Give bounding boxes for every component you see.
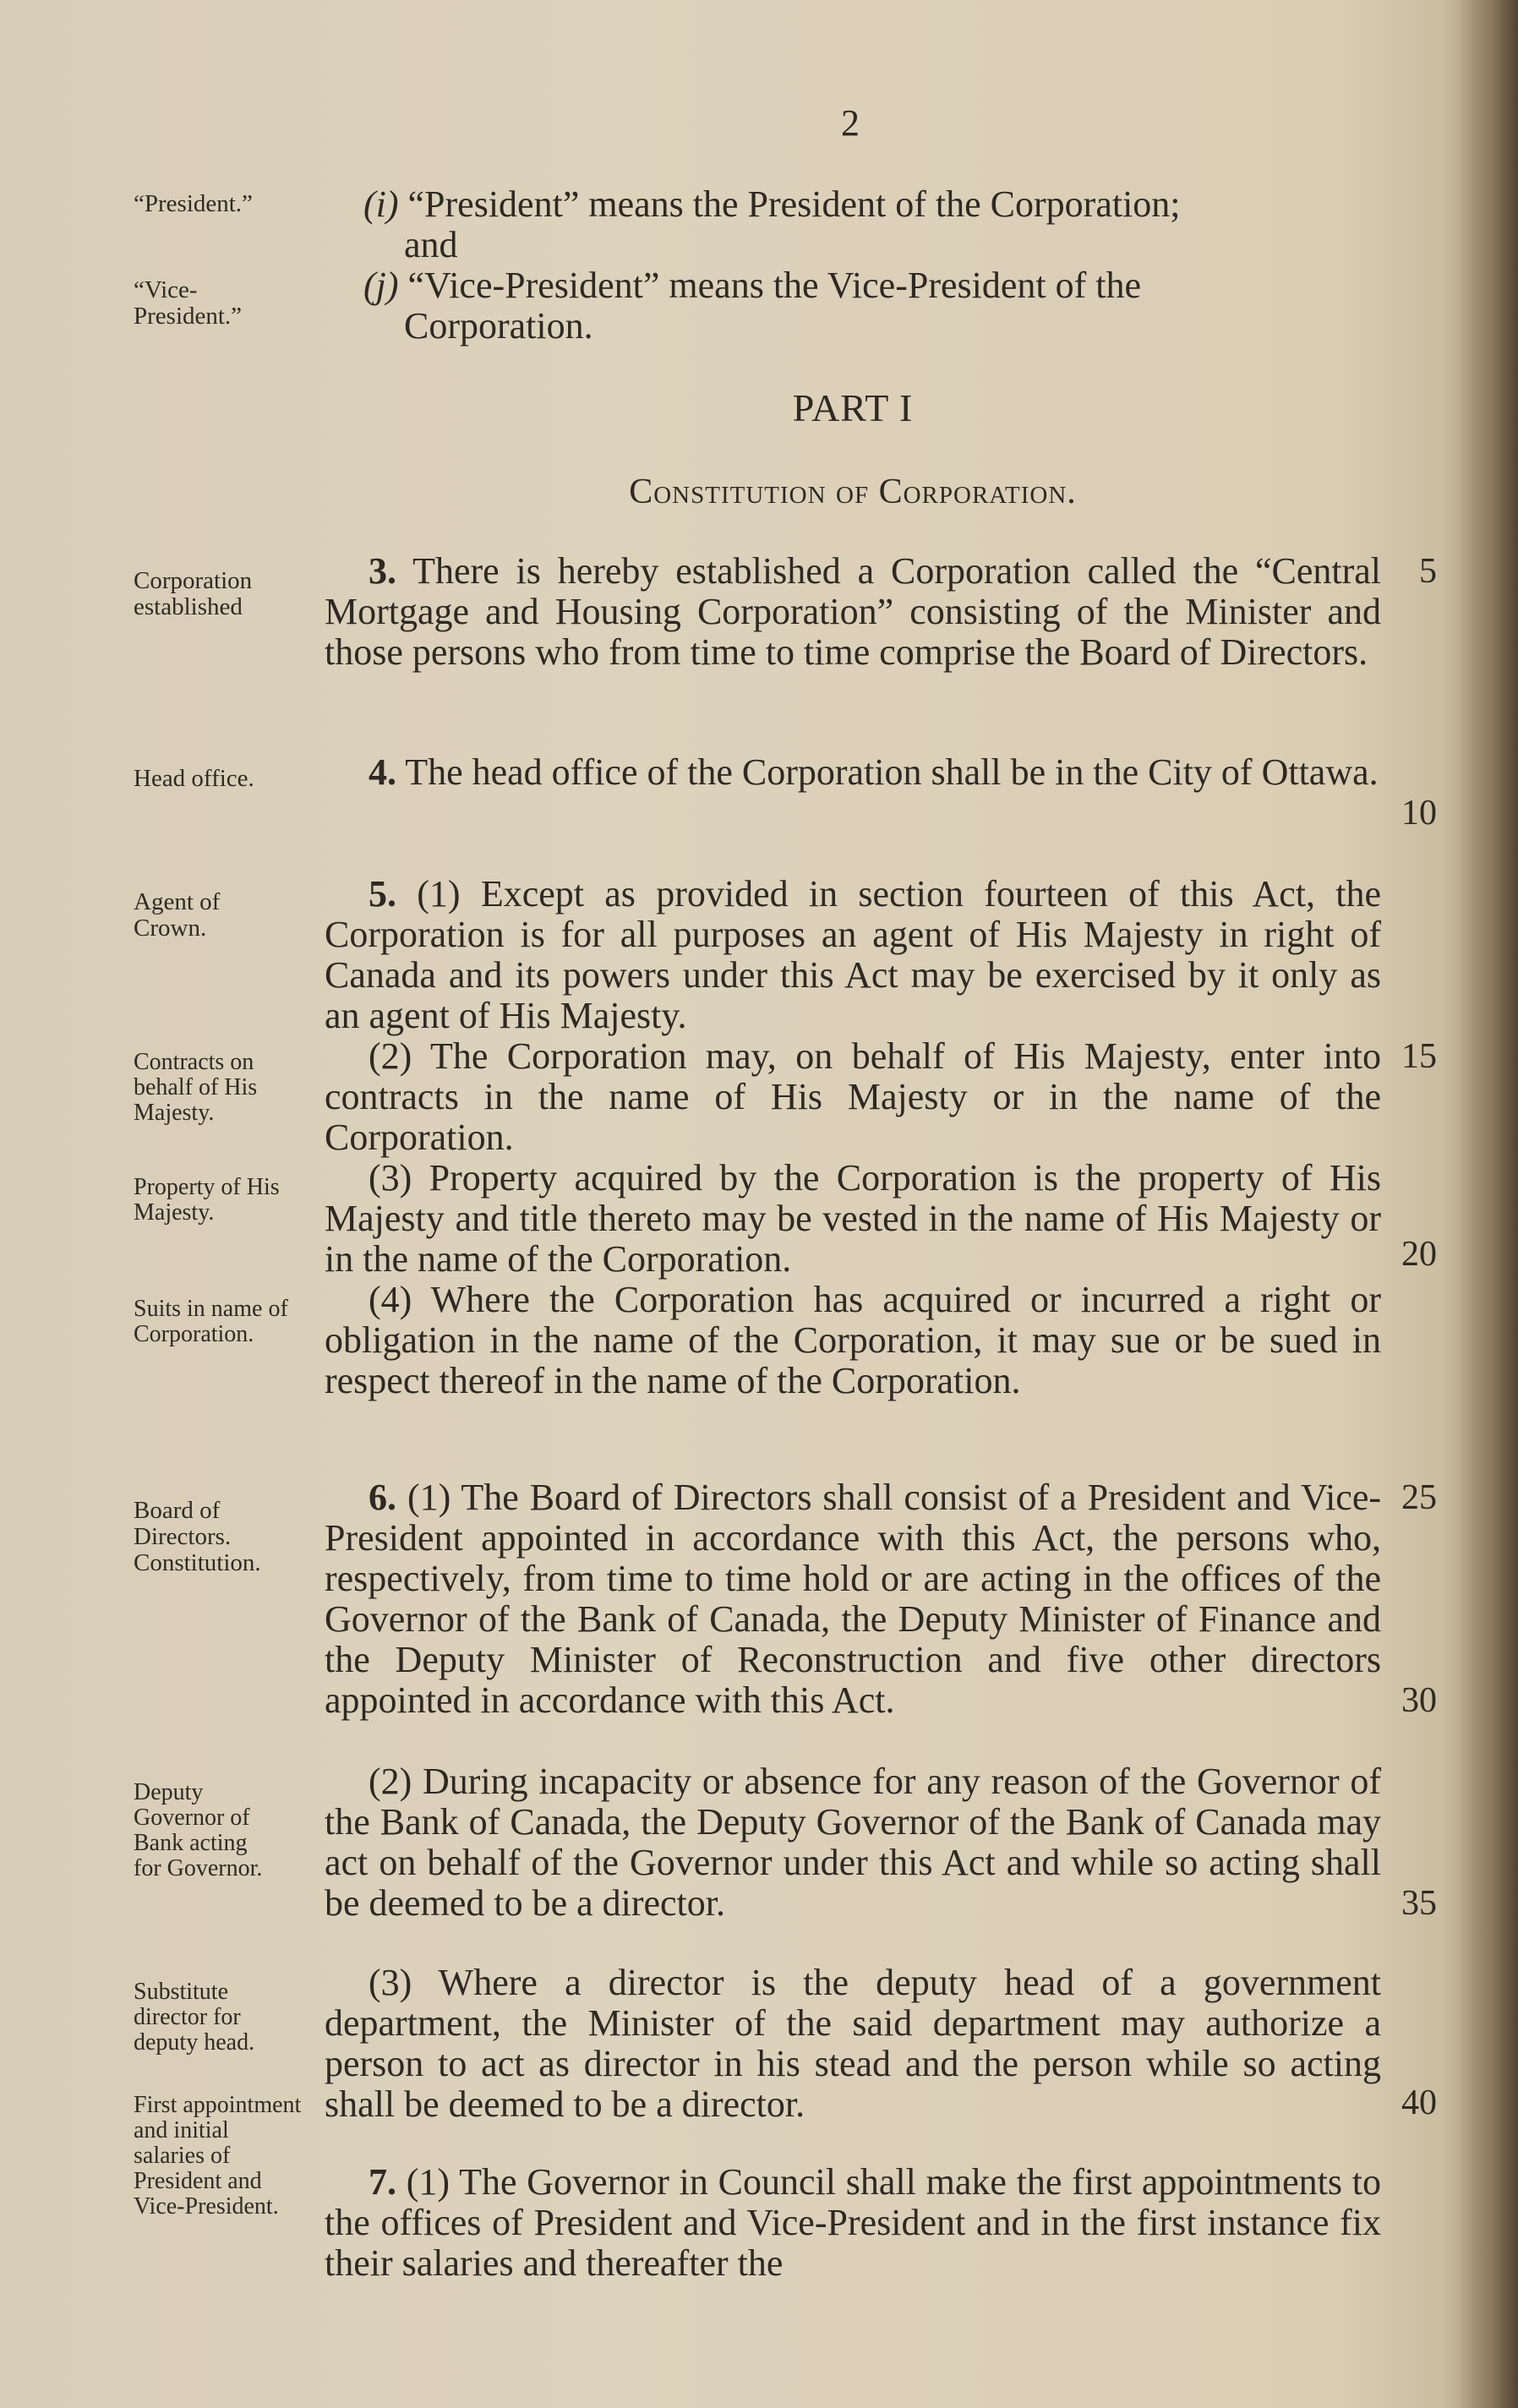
section-4	[325, 752, 1381, 793]
section-6-3: (3) Where a director is the deputy head of a government department, the Minister of the said department may authorize a person to act as director in his stead and the person while so acting shall be deemed to be a director.	[325, 1962, 1381, 2125]
margin-note-s5-3: Property of His Majesty.	[134, 1174, 280, 1226]
margin-note-s5-1: Agent of Crown.	[134, 888, 221, 942]
section-5-1	[325, 874, 1381, 1036]
line-number: 30	[1401, 1681, 1437, 1720]
binding-shadow	[1459, 0, 1518, 2408]
section-text: (1) The Governor in Council shall make the first appointments to the offices of President and Vice-President and in the first instance fix their salaries and thereafter the	[325, 2161, 1381, 2284]
section-number: 6.	[369, 1477, 396, 1518]
margin-note-s4: Head office.	[134, 765, 254, 792]
line-number: 25	[1401, 1478, 1437, 1517]
section-3	[325, 551, 1381, 673]
section-number: 3.	[369, 550, 396, 592]
definition-president-cont: and	[404, 224, 458, 265]
definition-vice-president	[363, 265, 1381, 306]
margin-note-s5-2: Contracts on behalf of His Majesty.	[134, 1049, 258, 1126]
section-6-1	[325, 1477, 1381, 1721]
section-text: The head office of the Corporation shall be in the City of Ottawa.	[405, 751, 1379, 793]
definition-text: “President” means the President of the Corporation;	[407, 183, 1181, 225]
margin-note-s6-2: Deputy Governor of Bank acting for Governor.	[134, 1779, 263, 1881]
section-5-3: (3) Property acquired by the Corporation is the property of His Majesty and title thereto may be vested in the name of His Majesty or in the name of the Corporation.	[325, 1157, 1381, 1280]
section-6-2: (2) During incapacity or absence for any reason of the Governor of the Bank of Canada, the Deputy Governor of the Bank of Canada may act on behalf of the Governor under this Act and while so acting shall be deemed to be a director.	[325, 1761, 1381, 1924]
line-number: 40	[1401, 2083, 1437, 2122]
section-7-1	[325, 2162, 1381, 2284]
definition-label: (j)	[363, 265, 399, 306]
margin-note-s6-3: Substitute director for deputy head.	[134, 1979, 255, 2056]
part-subheading: Constitution of Corporation.	[629, 472, 1077, 511]
section-text: There is hereby established a Corporation called the “Central Mortgage and Housing Corporation” consisting of the Minister and those persons who from time to time comprise the Board of Directors.	[325, 550, 1381, 673]
definition-vice-president-cont: Corporation.	[404, 305, 593, 347]
margin-note-s6-1: Board of Directors. Constitution.	[134, 1497, 261, 1576]
line-number: 15	[1401, 1037, 1437, 1076]
section-5-4: (4) Where the Corporation has acquired or incurred a right or obligation in the name of the Corporation, it may sue or be sued in respect thereof in the name of the Corporation.	[325, 1279, 1381, 1401]
margin-note-s7-1: First appointment and initial salaries of President and Vice-President.	[134, 2092, 302, 2220]
margin-note-s3: Corporation established	[134, 567, 253, 620]
definition-president	[363, 184, 1381, 225]
part-heading: PART I	[792, 386, 914, 429]
page-number: 2	[841, 102, 860, 144]
definition-text: “Vice-President” means the Vice-President of the	[407, 265, 1142, 306]
line-number: 5	[1419, 552, 1437, 591]
section-text: (1) Except as provided in section fourteen of this Act, the Corporation is for all purposes an agent of His Majesty in right of Canada and its powers under this Act may be exercised by it only as an agent of His Majesty.	[325, 873, 1382, 1036]
margin-note-president: “President.”	[134, 190, 253, 217]
section-5-2: (2) The Corporation may, on behalf of His Majesty, enter into contracts in the name of His Majesty or in the name of the Corporation.	[325, 1035, 1381, 1158]
line-number: 10	[1401, 794, 1437, 833]
section-number: 7.	[369, 2161, 396, 2203]
line-number: 35	[1401, 1884, 1437, 1923]
section-text: (1) The Board of Directors shall consist of a President and Vice-President appointed in accordance with this Act, the persons who, respectively, from time to time hold or are acting in the offices of the Governor of the Bank of Canada, the Deputy Minister of Finance and the Deputy Minister of Reconstruction and five other directors appointed in accordance with this Act.	[325, 1477, 1382, 1721]
margin-note-vice-president: “Vice-President.”	[134, 276, 243, 330]
section-number: 5.	[369, 873, 396, 915]
section-number: 4.	[369, 751, 396, 793]
line-number: 20	[1401, 1235, 1437, 1274]
margin-note-s5-4: Suits in name of Corporation.	[134, 1296, 288, 1347]
definition-label: (i)	[363, 183, 399, 225]
